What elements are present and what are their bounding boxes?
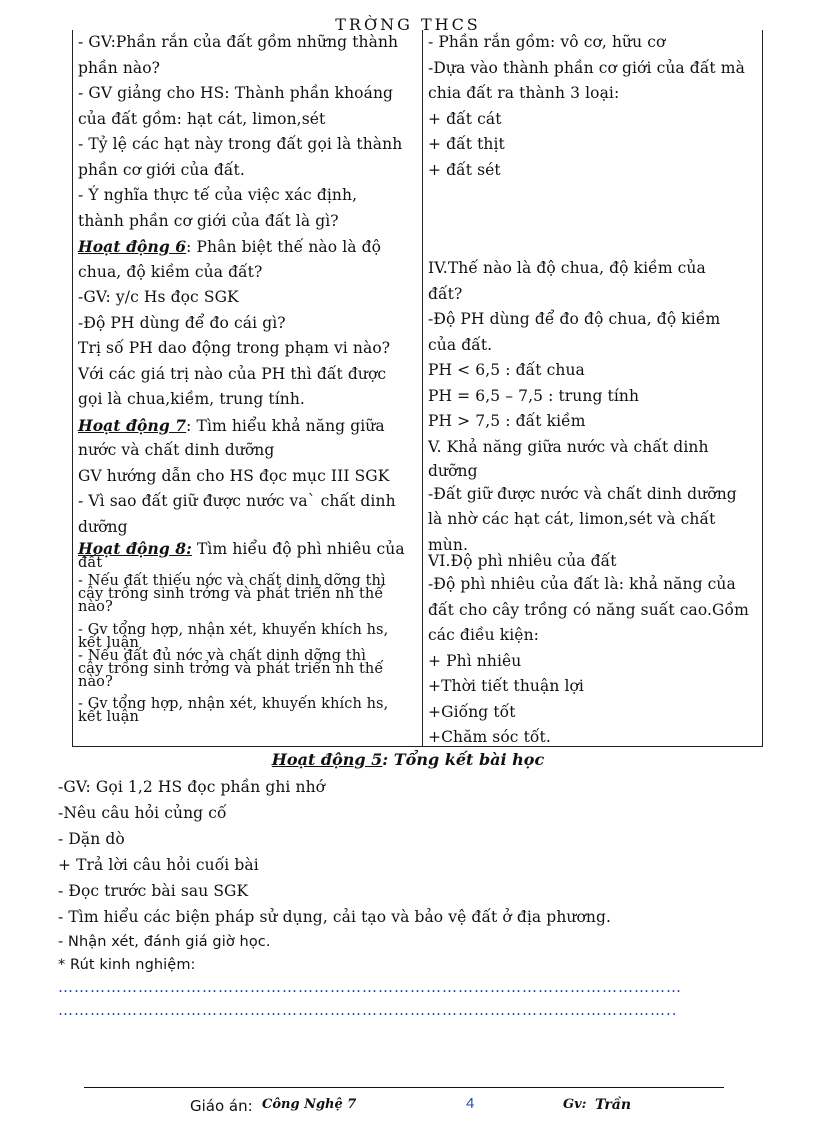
activity-6-heading: Hoạt động 6: Phân biệt thế nào là độ bbox=[78, 237, 382, 256]
list-item: đất? bbox=[428, 284, 463, 303]
page-header: TRỜNG THCS bbox=[335, 15, 481, 30]
notes-dotted-line: ……………………………………………………………………………………………………… bbox=[58, 978, 682, 996]
list-item: phần nào? bbox=[78, 58, 161, 77]
list-item: + đất thịt bbox=[428, 135, 505, 153]
list-item: +Giống tốt bbox=[428, 702, 516, 721]
page-footer bbox=[0, 1097, 816, 1117]
activity-7-heading: Hoạt động 7: Tìm hiểu khả năng giữa bbox=[78, 415, 385, 435]
list-item: PH < 6,5 : đất chua bbox=[428, 361, 585, 379]
list-item: cây trồng sinh trởng và phát triển nh thế bbox=[78, 661, 384, 677]
list-item: gọi là chua,kiềm, trung tính. bbox=[78, 390, 305, 408]
list-item: PH = 6,5 – 7,5 : trung tính bbox=[428, 386, 640, 405]
section-iv-heading: IV.Thế nào là độ chua, độ kiềm của bbox=[428, 259, 706, 277]
list-item: kết luận bbox=[78, 635, 139, 651]
list-item: nào? bbox=[78, 599, 113, 615]
list-item: mùn. bbox=[428, 535, 468, 554]
list-item: Trị số PH dao động trong phạm vi nào? bbox=[78, 339, 391, 357]
list-item: thành phần cơ giới của đất là gì? bbox=[78, 211, 339, 230]
list-item: - Dặn dò bbox=[58, 830, 125, 848]
list-item: - GV giảng cho HS: Thành phần khoáng bbox=[78, 84, 394, 102]
section-vi-heading: VI.Độ phì nhiêu của đất bbox=[428, 552, 617, 570]
list-item: đất bbox=[78, 555, 103, 571]
summary-body bbox=[58, 774, 778, 976]
list-item: - Nếu đất thiếu nớc và chất dinh dỡng thì bbox=[78, 573, 386, 589]
footer-subject: Công Nghệ 7 bbox=[262, 1097, 357, 1112]
list-item: + đất sét bbox=[428, 160, 501, 179]
notes-dotted-line: …………………………………………………………………………………………………….. bbox=[58, 1001, 678, 1019]
list-item: PH > 7,5 : đất kiềm bbox=[428, 412, 586, 430]
list-item: kết luận bbox=[78, 709, 139, 725]
list-item: của đất. bbox=[428, 335, 493, 354]
list-item: là nhờ các hạt cát, limon,sét và chất bbox=[428, 510, 716, 528]
list-item: -GV: y/c Hs đọc SGK bbox=[78, 288, 239, 306]
list-item: - Gv tổng hợp, nhận xét, khuyến khích hs, bbox=[78, 622, 389, 638]
list-item: đất cho cây trồng có năng suất cao.Gồm bbox=[428, 600, 749, 619]
list-item: -Độ PH dùng để đo độ chua, độ kiềm bbox=[428, 310, 721, 328]
list-item: -Dựa vào thành phần cơ giới của đất mà bbox=[428, 58, 745, 77]
list-item: - Phần rắn gồm: vô cơ, hữu cơ bbox=[428, 33, 666, 51]
list-item: -Độ phì nhiêu của đất là: khả năng của bbox=[428, 575, 736, 593]
list-item: - Tìm hiểu các biện pháp sử dụng, cải tạo và bảo vệ đất ở địa phương. bbox=[58, 908, 612, 926]
list-item: +Chăm sóc tốt. bbox=[428, 728, 551, 746]
section-v-heading: V. Khả năng giữa nước và chất dinh bbox=[428, 437, 709, 456]
list-item: Với các giá trị nào của PH thì đất được bbox=[78, 364, 387, 383]
list-item: -Nêu câu hỏi củng cố bbox=[58, 804, 227, 822]
list-item: -Độ PH dùng để đo cái gì? bbox=[78, 313, 286, 332]
list-item: - Tỷ lệ các hạt này trong đất gọi là thành bbox=[78, 135, 403, 153]
footer-teacher-label: Gv: bbox=[563, 1097, 587, 1112]
list-item: - Vì sao đất giữ được nước va` chất dinh bbox=[78, 492, 396, 510]
activity-8-heading: Hoạt động 8: Tìm hiểu độ phì nhiêu của bbox=[78, 539, 405, 558]
footer-teacher: Trần bbox=[595, 1097, 632, 1113]
footer-rule bbox=[84, 1087, 724, 1088]
list-item: nào? bbox=[78, 674, 113, 690]
list-item: - Ý nghĩa thực tế của việc xác định, bbox=[78, 186, 358, 204]
list-item: dưỡng bbox=[78, 517, 128, 536]
list-item: + Phì nhiêu bbox=[428, 651, 522, 670]
list-item: - Đọc trước bài sau SGK bbox=[58, 882, 249, 900]
list-item: chua, độ kiềm của đất? bbox=[78, 262, 263, 281]
list-item: GV hướng dẫn cho HS đọc mục III SGK bbox=[78, 466, 390, 485]
list-item: +Thời tiết thuận lợi bbox=[428, 677, 584, 695]
list-item: chia đất ra thành 3 loại: bbox=[428, 84, 620, 102]
list-item: - Gv tổng hợp, nhận xét, khuyến khích hs, bbox=[78, 696, 389, 712]
experience-label: * Rút kinh nghiệm: bbox=[58, 957, 196, 973]
list-item: -GV: Gọi 1,2 HS đọc phần ghi nhớ bbox=[58, 778, 326, 796]
list-item: + đất cát bbox=[428, 109, 502, 128]
list-item: nước và chất dinh dưỡng bbox=[78, 441, 275, 459]
lesson-table bbox=[72, 30, 762, 747]
list-item: - GV:Phần rắn của đất gồm những thành bbox=[78, 33, 399, 51]
list-item: của đất gồm: hạt cát, limon,sét bbox=[78, 109, 326, 128]
list-item: phần cơ giới của đất. bbox=[78, 160, 245, 179]
page-number: 4 bbox=[466, 1095, 475, 1112]
list-item: + Trả lời câu hỏi cuối bài bbox=[58, 856, 259, 874]
table-border-left bbox=[72, 30, 73, 747]
list-item: các điều kiện: bbox=[428, 626, 539, 644]
list-item: - Nhận xét, đánh giá giờ học. bbox=[58, 934, 271, 950]
table-border-right bbox=[762, 30, 763, 747]
list-item: cây trồng sinh trởng và phát triển nh thế bbox=[78, 586, 384, 602]
list-item: -Đất giữ được nước và chất dinh dưỡng bbox=[428, 484, 737, 503]
list-item: - Nếu đất đủ nớc và chất dinh dỡng thì bbox=[78, 648, 366, 664]
table-divider bbox=[422, 30, 423, 747]
footer-label: Giáo án: bbox=[190, 1097, 253, 1115]
list-item: dưỡng bbox=[428, 461, 478, 480]
summary-title: Hoạt động 5: Tổng kết bài học bbox=[271, 750, 545, 769]
